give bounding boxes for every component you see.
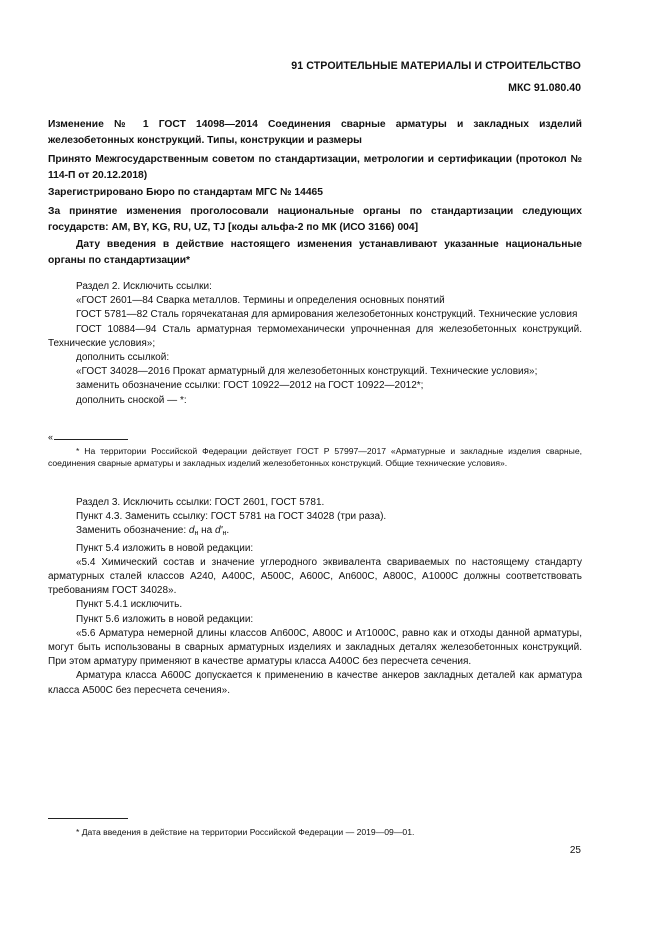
- footnote-open-quote: «: [48, 432, 54, 442]
- section3-para: Пункт 5.6 изложить в новой редакции:: [76, 613, 254, 625]
- symbol-sub: н: [222, 530, 227, 538]
- section2-line: ГОСТ 5781—82 Сталь горячекатаная для армирования железобетонных конструкций. Технические условия: [76, 309, 578, 321]
- footnote-divider: [54, 439, 128, 440]
- adopted-statement: Принято Межгосударственным советом по стандартизации, метрологии и сертификации (протокол № 114-П от 20.12.2018): [48, 154, 582, 181]
- designation-prefix: Заменить обозначение:: [76, 525, 189, 537]
- section3-block: [48, 496, 582, 698]
- inline-footnote-text: * На территории Российской Федерации действует ГОСТ Р 57997—2017 «Арматурные и закладные изделия сварные, соединения сварные арматуры и закладных изделий железобетонных конструкций. Общие технические условия».: [48, 446, 582, 469]
- registered-statement: Зарегистрировано Бюро по стандартам МГС № 14465: [48, 187, 324, 198]
- section3-para: Пункт 4.3. Заменить ссылку: ГОСТ 5781 на ГОСТ 34028 (три раза).: [76, 511, 387, 523]
- voted-statement: За принятие изменения проголосовали национальные органы по стандартизации следующих государств: AM, BY, KG, RU, UZ, TJ [коды альфа-2 по МК (ИСО 3166) 004]: [48, 206, 582, 233]
- symbol-d: d: [188, 525, 195, 537]
- effective-date-statement: Дату введения в действие настоящего изменения устанавливают указанные национальные органы по стандартизации*: [48, 239, 582, 266]
- section3-para: [48, 524, 582, 541]
- designation-end: .: [226, 525, 230, 537]
- page-footnote-divider: [48, 818, 128, 819]
- page-footnote: * Дата введения в действие на территории Российской Федерации — 2019—09—01.: [76, 827, 415, 837]
- section2-line: «ГОСТ 2601—84 Сварка металлов. Термины и определения основных понятий: [76, 295, 445, 307]
- section3-para: Раздел 3. Исключить ссылки: ГОСТ 2601, ГОСТ 5781.: [76, 497, 325, 508]
- section3-para: Пункт 5.4 изложить в новой редакции:: [76, 542, 254, 554]
- mks-code: МКС 91.080.40: [508, 82, 581, 94]
- section2-line: дополнить ссылкой:: [76, 352, 170, 364]
- page-number: 25: [569, 845, 581, 856]
- section3-para: Пункт 5.4.1 исключить.: [76, 599, 183, 611]
- section2-line: «ГОСТ 34028—2016 Прокат арматурный для железобетонных конструкций. Технические условия»;: [76, 366, 538, 378]
- section2-line: ГОСТ 10884—94 Сталь арматурная термомеханически упрочненная для железобетонных конструкций. Технические условия»;: [48, 323, 582, 349]
- section2-line: заменить обозначение ссылки: ГОСТ 10922—2012 на ГОСТ 10922—2012*;: [76, 380, 424, 392]
- section2-line: дополнить сноской — *:: [76, 394, 187, 406]
- designation-mid: на: [198, 525, 215, 537]
- section-header: 91 СТРОИТЕЛЬНЫЕ МАТЕРИАЛЫ И СТРОИТЕЛЬСТВО: [291, 60, 581, 72]
- section3-para: Арматура класса А600С допускается к применению в качестве анкеров закладных деталей как арматура класса А500С без пересчета сечения».: [48, 670, 582, 696]
- section2-line: Раздел 2. Исключить ссылки:: [76, 281, 212, 292]
- section3-para: «5.6 Арматура немерной длины классов Ап600С, А800С и Ат1000С, равно как и отходы данной арматуры, могут быть использованы в сварных арматурных изделиях и закладных деталях железобетонных конструкций. При этом арматуру применяют в качестве арматуры класса А400С без пересчета сечения.: [48, 627, 582, 668]
- section3-para: «5.4 Химический состав и значение углеродного эквивалента свариваемых по настоящему стандарту арматурных сталей классов А240, А400С, А500С, А600С, Ап600С, А800С, А1000С должны соответствовать требованиям ГОСТ 34028».: [48, 556, 582, 597]
- symbol-sub: н: [194, 530, 199, 538]
- section2-block: [48, 280, 582, 408]
- symbol-d-prime: d': [214, 525, 223, 537]
- amendment-title: Изменение № 1 ГОСТ 14098—2014 Соединения сварные арматуры и закладных изделий железобетонных конструкций. Типы, конструкции и размеры: [48, 119, 582, 146]
